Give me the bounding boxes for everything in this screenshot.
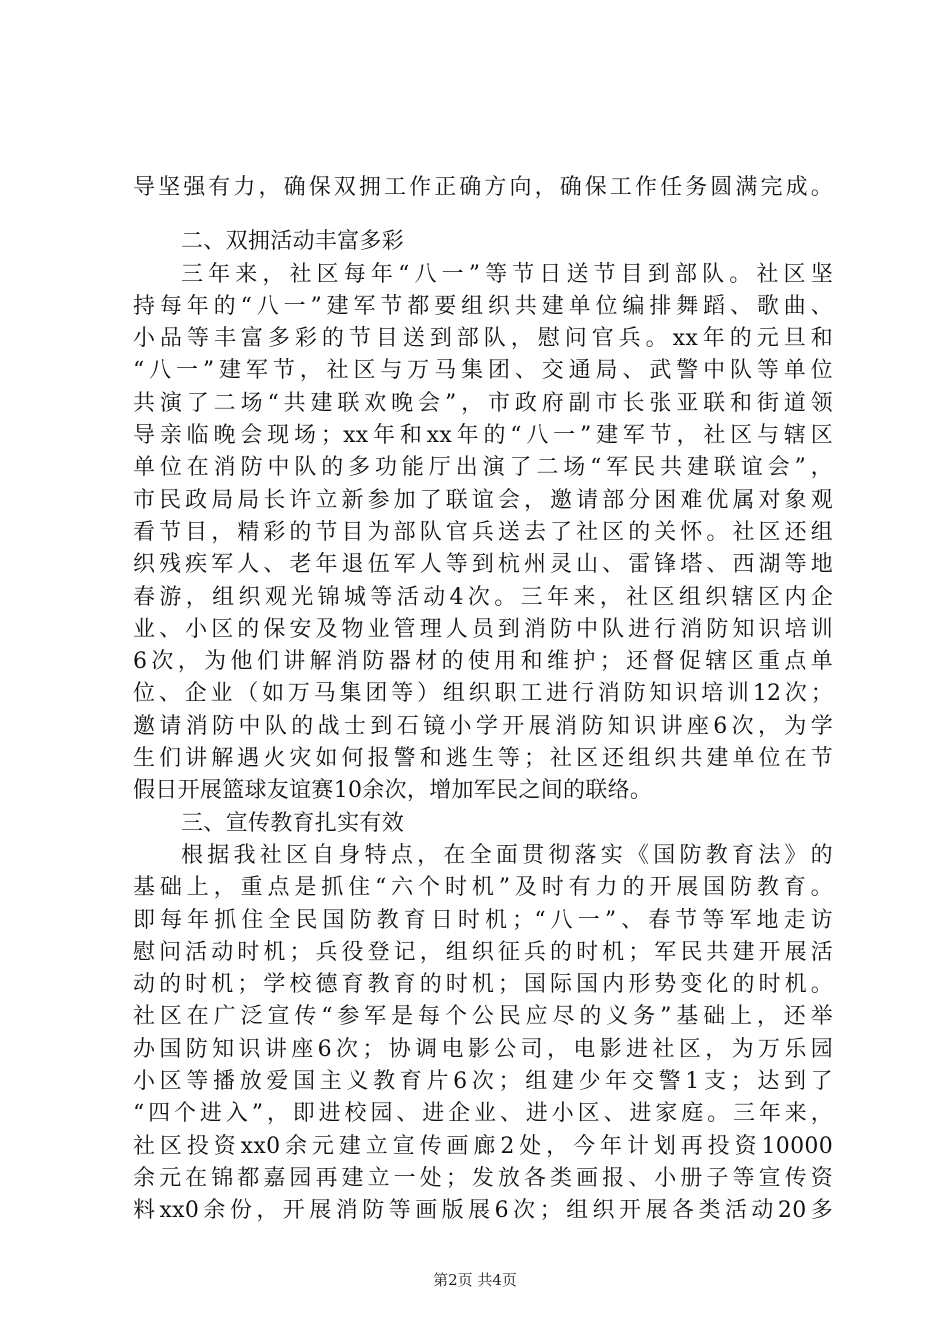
paragraph-line: 余元在锦都嘉园再建立一处；发放各类画报、小册子等宣传资 [133, 1165, 833, 1191]
paragraph-line: 料xx0余份，开展消防等画版展6次；组织开展各类活动20多 [133, 1198, 833, 1224]
paragraph-line: 基础上，重点是抓住“六个时机”及时有力的开展国防教育。 [133, 875, 833, 901]
paragraph-line: 邀请消防中队的战士到石镜小学开展消防知识讲座6次，为学 [133, 713, 833, 739]
paragraph-line: “四个进入”，即进校园、进企业、进小区、进家庭。三年来， [133, 1101, 833, 1127]
paragraph-line: 假日开展篮球友谊赛10余次，增加军民之间的联络。 [133, 778, 653, 804]
paragraph-line: 单位在消防中队的多功能厅出演了二场“军民共建联谊会”， [133, 455, 833, 481]
paragraph-gap [133, 204, 833, 226]
paragraph-line: 社区投资xx0余元建立宣传画廊2处，今年计划再投资10000 [133, 1133, 833, 1159]
paragraph-line: 持每年的“八一”建军节都要组织共建单位编排舞蹈、歌曲、 [133, 293, 833, 319]
paragraph-line: 市民政局局长许立新参加了联谊会，邀请部分困难优属对象观 [133, 487, 833, 513]
paragraph-line: 织残疾军人、老年退伍军人等到杭州灵山、雷锋塔、西湖等地 [133, 552, 833, 578]
paragraph-line: 6次，为他们讲解消防器材的使用和维护；还督促辖区重点单 [133, 649, 833, 675]
paragraph-line: 生们讲解遇火灾如何报警和逃生等；社区还组织共建单位在节 [133, 746, 833, 772]
paragraph-line: 即每年抓住全民国防教育日时机；“八一”、春节等军地走访 [133, 907, 833, 933]
section-heading: 二、双拥活动丰富多彩 [181, 229, 405, 255]
paragraph-line: “八一”建军节，社区与万马集团、交通局、武警中队等单位 [133, 358, 833, 384]
paragraph-line: 导亲临晚会现场；xx年和xx年的“八一”建军节，社区与辖区 [133, 423, 833, 449]
paragraph-line: 慰问活动时机；兵役登记，组织征兵的时机；军民共建开展活 [133, 939, 833, 965]
paragraph-line: 看节目，精彩的节目为部队官兵送去了社区的关怀。社区还组 [133, 519, 833, 545]
paragraph-line: 社区在广泛宣传“参军是每个公民应尽的义务”基础上，还举 [133, 1004, 833, 1030]
document-body [133, 172, 833, 1228]
paragraph-line: 动的时机；学校德育教育的时机；国际国内形势变化的时机。 [133, 972, 833, 998]
page-number-label: 第2页 共4页 [433, 1271, 517, 1289]
paragraph-line: 小品等丰富多彩的节目送到部队，慰问官兵。xx年的元旦和 [133, 326, 833, 352]
page-footer [0, 1270, 950, 1290]
paragraph-line: 位、企业（如万马集团等）组织职工进行消防知识培训12次； [133, 681, 833, 707]
section-heading: 三、宣传教育扎实有效 [181, 810, 405, 836]
paragraph-line: 小区等播放爱国主义教育片6次；组建少年交警1支；达到了 [133, 1069, 833, 1095]
paragraph-line: 根据我社区自身特点，在全面贯彻落实《国防教育法》的 [181, 842, 833, 868]
paragraph-line: 业、小区的保安及物业管理人员到消防中队进行消防知识培训 [133, 616, 833, 642]
paragraph-line: 三年来，社区每年“八一”等节日送节目到部队。社区坚 [181, 261, 833, 287]
paragraph-line: 导坚强有力，确保双拥工作正确方向，确保工作任务圆满完成。 [133, 175, 833, 200]
paragraph-line: 共演了二场“共建联欢晚会”，市政府副市长张亚联和街道领 [133, 390, 833, 416]
paragraph-line: 春游，组织观光锦城等活动4次。三年来，社区组织辖区内企 [133, 584, 833, 610]
paragraph-line: 办国防知识讲座6次；协调电影公司，电影进社区，为万乐园 [133, 1036, 833, 1062]
